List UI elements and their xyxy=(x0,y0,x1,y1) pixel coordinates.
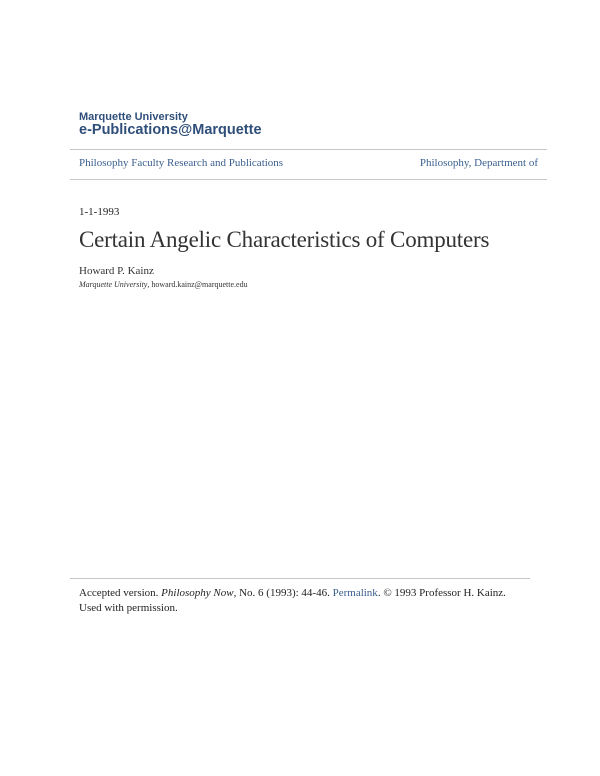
publication-date: 1-1-1993 xyxy=(79,206,120,218)
affiliation-separator: , xyxy=(147,280,152,289)
repository-link[interactable]: e-Publications@Marquette xyxy=(79,122,262,138)
citation-block xyxy=(79,586,519,616)
permalink-link[interactable]: Permalink xyxy=(332,587,378,599)
citation-details: , No. 6 (1993): 44-46. xyxy=(233,587,333,599)
copyright-text: . © 1993 Professor H. Kainz. xyxy=(377,587,506,599)
affiliation-institution: Marquette University xyxy=(79,280,148,289)
department-link[interactable]: Philosophy, Department of xyxy=(419,157,538,169)
author-email[interactable]: howard.kainz@marquette.edu xyxy=(151,280,248,289)
institution-name: Marquette University xyxy=(79,111,188,123)
header-divider xyxy=(70,149,547,150)
author-affiliation xyxy=(79,280,248,289)
journal-name: Philosophy Now xyxy=(161,587,234,599)
citation-prefix: Accepted version. xyxy=(79,587,162,599)
collection-link[interactable]: Philosophy Faculty Research and Publications xyxy=(79,157,284,169)
article-title: Certain Angelic Characteristics of Computers xyxy=(79,227,490,252)
author-name: Howard P. Kainz xyxy=(79,265,154,277)
nav-divider xyxy=(70,179,547,180)
footer-divider xyxy=(70,578,530,579)
permission-text: Used with permission. xyxy=(79,602,178,614)
